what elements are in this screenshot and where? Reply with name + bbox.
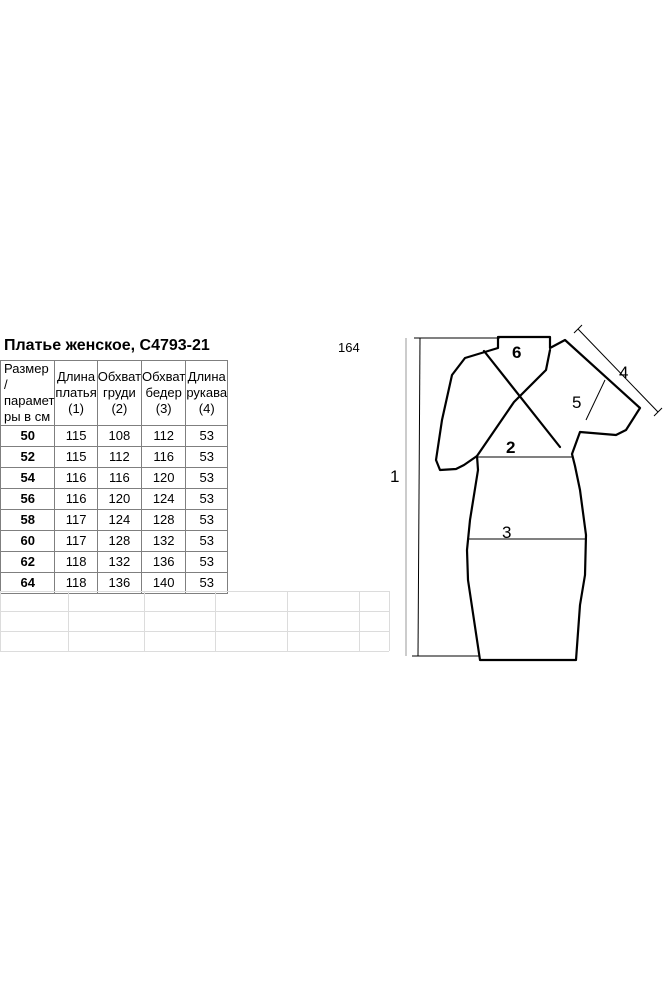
product-code: 164 [338,340,360,355]
value-cell: 118 [55,573,97,594]
table-row [1,468,228,489]
value-cell: 120 [97,489,141,510]
table-row [1,552,228,573]
size-cell: 56 [1,489,55,510]
header-size: Размер / парамет ры в см [1,361,55,426]
table-row [1,531,228,552]
value-cell: 53 [186,510,228,531]
value-cell: 116 [97,468,141,489]
label-3: 3 [502,523,512,542]
value-cell: 116 [55,489,97,510]
header-dress-length: Длина платья (1) [55,361,97,426]
value-cell: 115 [55,426,97,447]
table-row [1,489,228,510]
header-chest: Обхват груди (2) [97,361,141,426]
value-cell: 116 [55,468,97,489]
value-cell: 53 [186,468,228,489]
value-cell: 132 [97,552,141,573]
label-2: 2 [506,438,516,457]
value-cell: 136 [97,573,141,594]
value-cell: 128 [97,531,141,552]
label-6: 6 [512,343,522,362]
value-cell: 140 [142,573,186,594]
header-sleeve-length: Длина рукава (4) [186,361,228,426]
size-cell: 60 [1,531,55,552]
label-1: 1 [390,467,400,486]
value-cell: 120 [142,468,186,489]
size-cell: 54 [1,468,55,489]
value-cell: 53 [186,447,228,468]
table-row [1,426,228,447]
value-cell: 53 [186,531,228,552]
value-cell: 53 [186,426,228,447]
value-cell: 124 [97,510,141,531]
value-cell: 117 [55,510,97,531]
value-cell: 136 [142,552,186,573]
value-cell: 132 [142,531,186,552]
value-cell: 53 [186,573,228,594]
table-header-row [1,361,228,426]
size-cell: 62 [1,552,55,573]
dress-outline [436,337,640,660]
value-cell: 108 [97,426,141,447]
value-cell: 53 [186,552,228,573]
wrap-line-left [484,351,560,447]
value-cell: 118 [55,552,97,573]
size-cell: 52 [1,447,55,468]
page-title: Платье женское, С4793-21 [4,337,210,354]
value-cell: 117 [55,531,97,552]
measure-line-1 [418,338,420,656]
table-row [1,510,228,531]
dress-diagram [390,320,667,670]
label-5: 5 [572,393,582,412]
value-cell: 112 [97,447,141,468]
measure-line-4 [578,329,658,412]
size-cell: 64 [1,573,55,594]
value-cell: 112 [142,426,186,447]
size-cell: 58 [1,510,55,531]
measure-line-5 [586,380,605,420]
table-row [1,447,228,468]
label-4: 4 [619,363,629,382]
size-cell: 50 [1,426,55,447]
header-hips: Обхват бедер (3) [142,361,186,426]
size-table [0,360,228,594]
value-cell: 128 [142,510,186,531]
value-cell: 124 [142,489,186,510]
value-cell: 116 [142,447,186,468]
value-cell: 115 [55,447,97,468]
value-cell: 53 [186,489,228,510]
